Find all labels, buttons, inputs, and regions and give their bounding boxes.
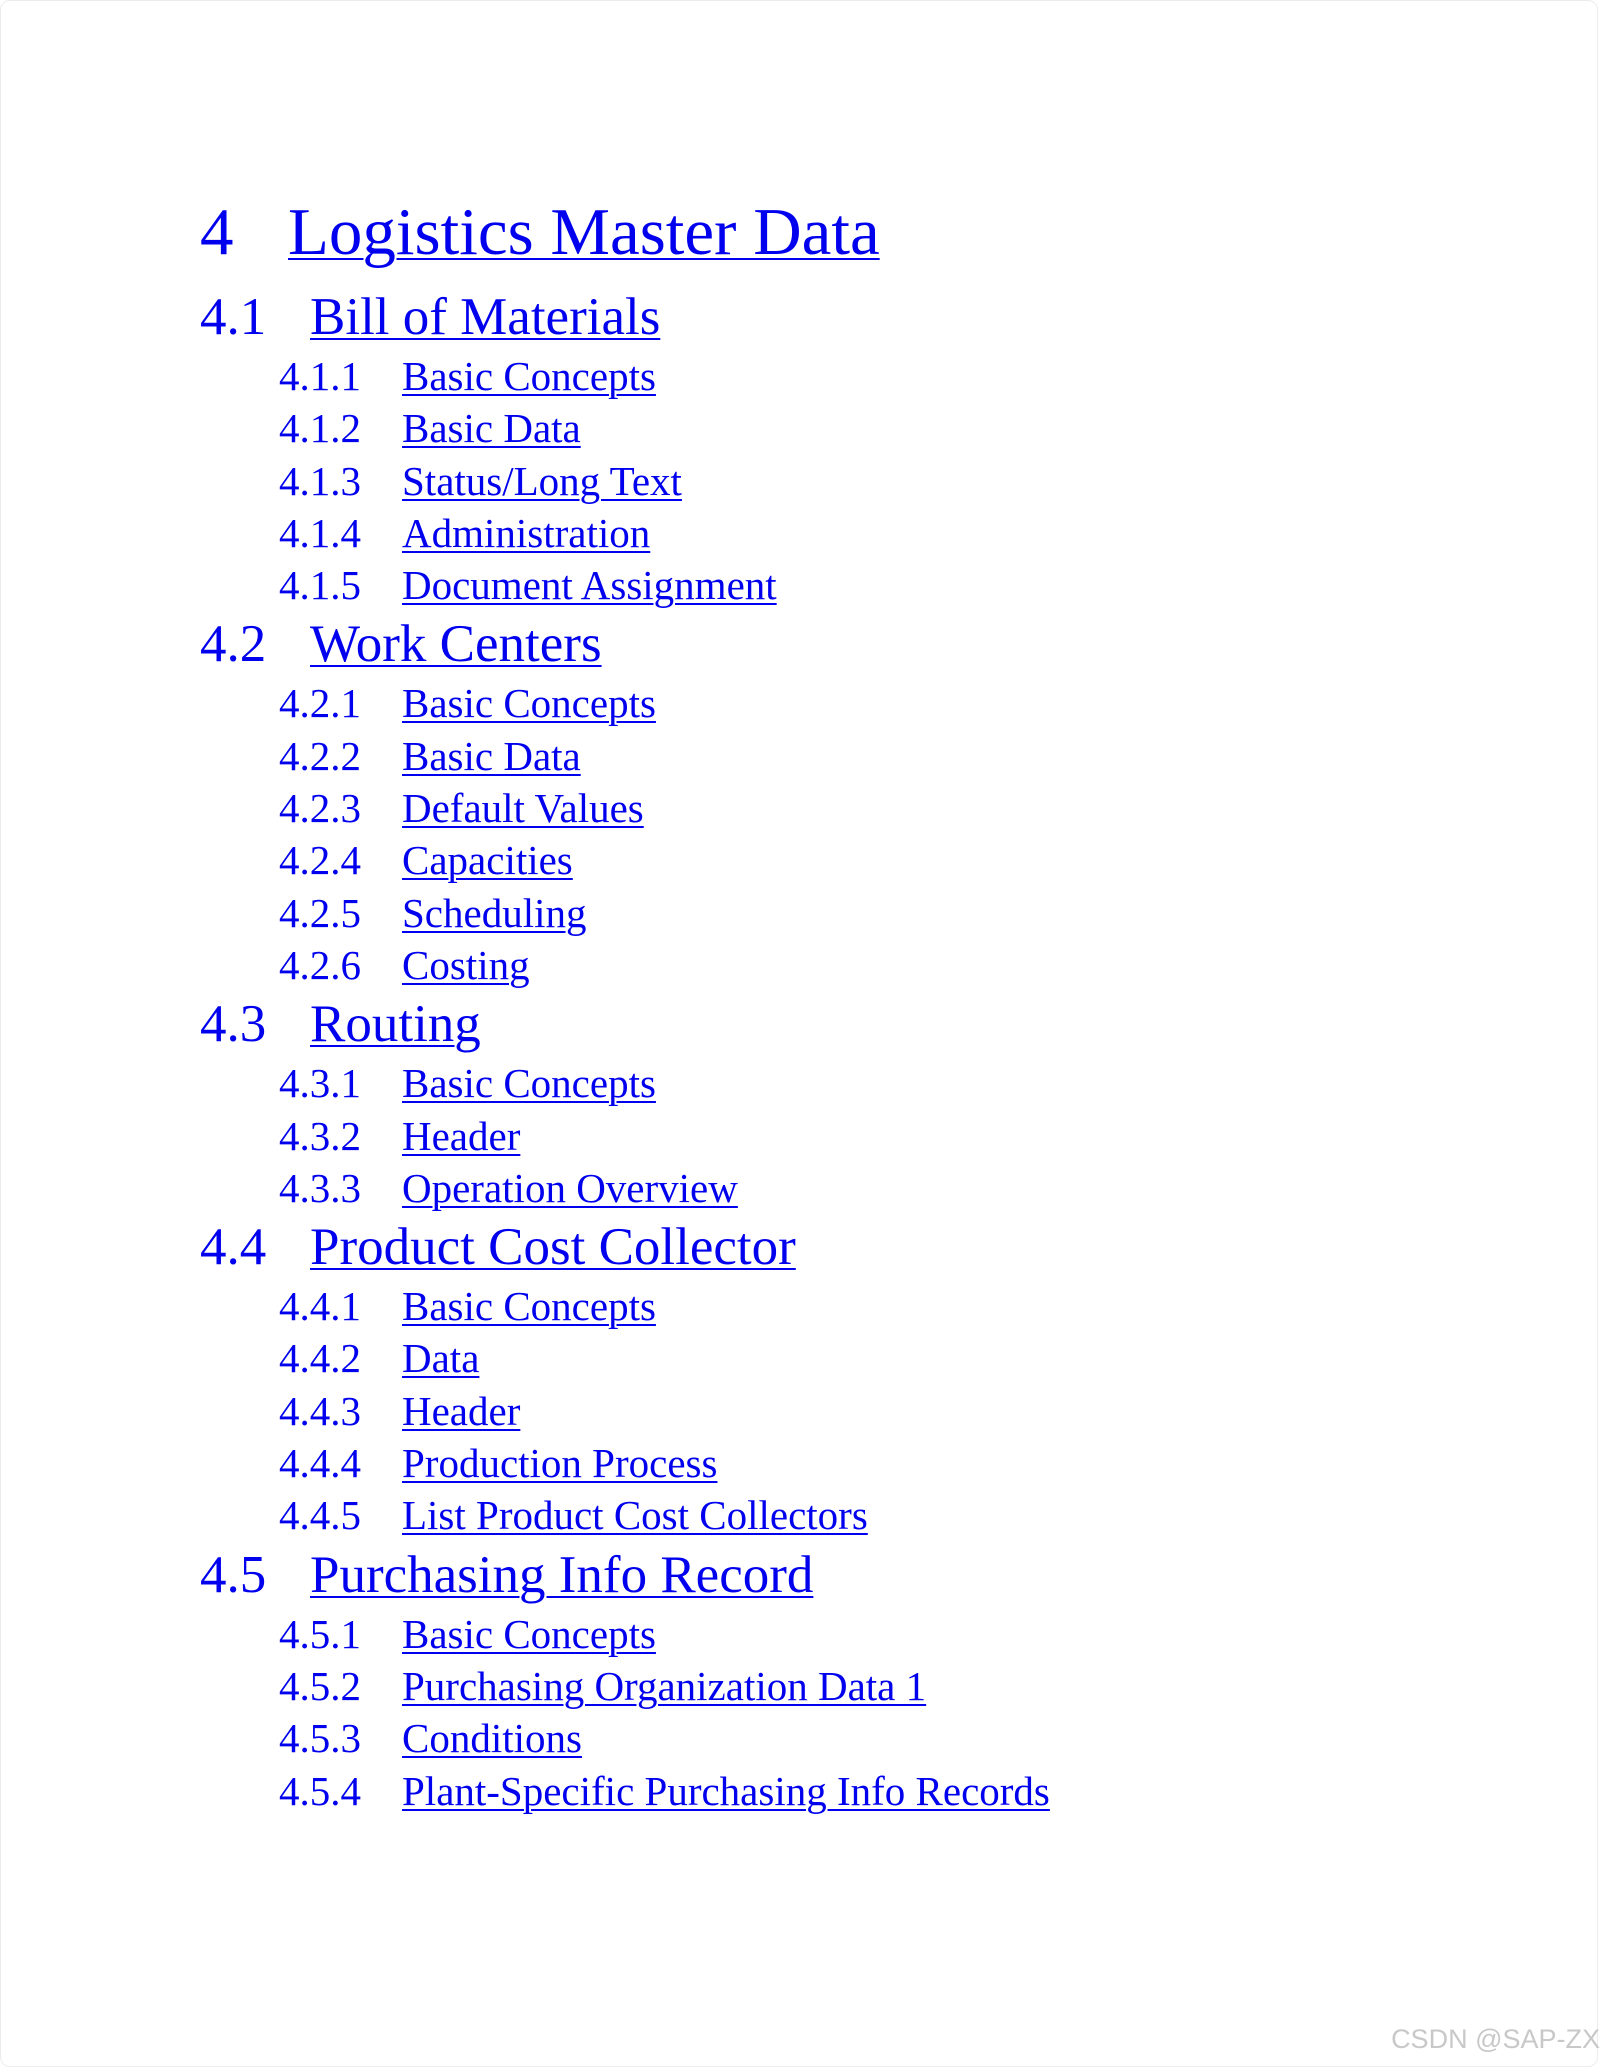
section-title: Routing [310,995,481,1054]
subsection-link[interactable] [279,507,1500,559]
toc-subsection [279,939,1500,991]
subsection-title: Purchasing Organization Data 1 [402,1662,927,1709]
subsection-number: 4.3.1 [279,1060,361,1107]
subsection-link[interactable] [279,1332,1500,1384]
section-link[interactable] [200,991,1500,1057]
toc-section [200,991,1500,1214]
subsection-number: 4.5.4 [279,1767,361,1814]
subsection-number: 4.3.2 [279,1112,361,1159]
subsection-link[interactable] [279,1712,1500,1764]
subsection-number: 4.4.3 [279,1387,361,1434]
toc-subsection [279,1765,1500,1817]
subsection-link[interactable] [279,730,1500,782]
subsection-title: Header [402,1112,521,1159]
subsection-title: Basic Concepts [402,1060,656,1107]
subsection-title: Basic Data [402,732,581,779]
subsection-title: Plant-Specific Purchasing Info Records [402,1767,1050,1814]
subsection-link[interactable] [279,887,1500,939]
subsection-title: Production Process [402,1440,718,1487]
subsection-link[interactable] [279,782,1500,834]
subsection-number: 4.4.2 [279,1335,361,1382]
subsection-title: Header [402,1387,521,1434]
subsection-list [200,677,1500,991]
subsection-title: Scheduling [402,889,587,936]
subsection-title: Costing [402,941,530,988]
subsection-number: 4.3.3 [279,1164,361,1211]
section-number: 4.5 [200,1545,267,1604]
subsection-number: 4.2.4 [279,837,361,884]
toc-subsection [279,677,1500,729]
subsection-link[interactable] [279,350,1500,402]
subsection-link[interactable] [279,1110,1500,1162]
toc-subsection [279,1489,1500,1541]
section-title: Product Cost Collector [310,1218,796,1277]
subsection-link[interactable] [279,677,1500,729]
subsection-link[interactable] [279,1660,1500,1712]
toc-subsection [279,1057,1500,1109]
subsection-title: Basic Concepts [402,1610,656,1657]
subsection-title: Basic Concepts [402,1283,656,1330]
toc-subsection [279,1712,1500,1764]
subsection-number: 4.2.2 [279,732,361,779]
toc-subsection [279,350,1500,402]
subsection-list [200,1057,1500,1214]
chapter-title-link[interactable] [200,180,1500,284]
chapter-number: 4 [200,195,234,269]
subsection-title: Basic Data [402,405,581,452]
toc-subsection [279,1162,1500,1214]
toc-subsection [279,1280,1500,1332]
subsection-link[interactable] [279,1437,1500,1489]
subsection-title: Conditions [402,1715,582,1762]
subsection-list [200,1280,1500,1541]
subsection-number: 4.4.1 [279,1283,361,1330]
section-list [200,284,1500,1817]
subsection-link[interactable] [279,1280,1500,1332]
toc-subsection [279,782,1500,834]
toc-subsection [279,559,1500,611]
subsection-link[interactable] [279,1162,1500,1214]
subsection-link[interactable] [279,1057,1500,1109]
toc-subsection [279,1660,1500,1712]
subsection-list [200,350,1500,611]
toc-subsection [279,1437,1500,1489]
subsection-link[interactable] [279,402,1500,454]
subsection-link[interactable] [279,1385,1500,1437]
subsection-title: Data [402,1335,480,1382]
section-number: 4.1 [200,288,267,346]
subsection-title: Administration [402,509,651,556]
subsection-number: 4.5.1 [279,1610,361,1657]
subsection-link[interactable] [279,1608,1500,1660]
subsection-number: 4.1.3 [279,457,361,504]
subsection-title: Operation Overview [402,1164,738,1211]
subsection-number: 4.2.6 [279,941,361,988]
section-number: 4.4 [200,1218,267,1277]
toc-subsection [279,834,1500,886]
section-link[interactable] [200,1542,1500,1608]
subsection-number: 4.1.5 [279,562,361,609]
section-title: Purchasing Info Record [310,1545,814,1604]
subsection-link[interactable] [279,939,1500,991]
section-link[interactable] [200,284,1500,350]
subsection-number: 4.2.5 [279,889,361,936]
subsection-title: Basic Concepts [402,680,656,727]
subsection-list [200,1608,1500,1817]
subsection-title: Basic Concepts [402,353,656,399]
section-title: Bill of Materials [310,288,661,346]
toc-subsection [279,507,1500,559]
subsection-number: 4.1.4 [279,509,361,556]
subsection-number: 4.4.5 [279,1492,361,1539]
subsection-link[interactable] [279,1489,1500,1541]
section-title: Work Centers [310,615,602,674]
subsection-number: 4.2.1 [279,680,361,727]
subsection-number: 4.5.2 [279,1662,361,1709]
watermark: CSDN @SAP-ZX [1391,2024,1600,2054]
subsection-number: 4.4.4 [279,1440,361,1487]
toc-subsection [279,1332,1500,1384]
subsection-title: List Product Cost Collectors [402,1492,868,1539]
section-link[interactable] [200,611,1500,677]
toc-subsection [279,1608,1500,1660]
subsection-number: 4.5.3 [279,1715,361,1762]
subsection-number: 4.1.2 [279,405,361,452]
toc-section [200,611,1500,991]
subsection-title: Document Assignment [402,562,777,609]
subsection-title: Default Values [402,785,644,832]
section-link[interactable] [200,1214,1500,1280]
section-number: 4.2 [200,615,267,674]
subsection-number: 4.1.1 [279,353,361,399]
toc-section [200,1214,1500,1541]
subsection-number: 4.2.3 [279,785,361,832]
toc-subsection [279,1110,1500,1162]
subsection-link[interactable] [279,834,1500,886]
chapter-title-text: Logistics Master Data [288,195,880,269]
toc-subsection [279,455,1500,507]
section-number: 4.3 [200,995,267,1054]
subsection-link[interactable] [279,455,1500,507]
toc-section [200,1542,1500,1817]
toc-subsection [279,887,1500,939]
subsection-link[interactable] [279,559,1500,611]
subsection-title: Status/Long Text [402,457,682,504]
toc-subsection [279,402,1500,454]
table-of-contents [200,180,1500,1817]
subsection-title: Capacities [402,837,573,884]
toc-section [200,284,1500,611]
toc-subsection [279,730,1500,782]
subsection-link[interactable] [279,1765,1500,1817]
toc-subsection [279,1385,1500,1437]
